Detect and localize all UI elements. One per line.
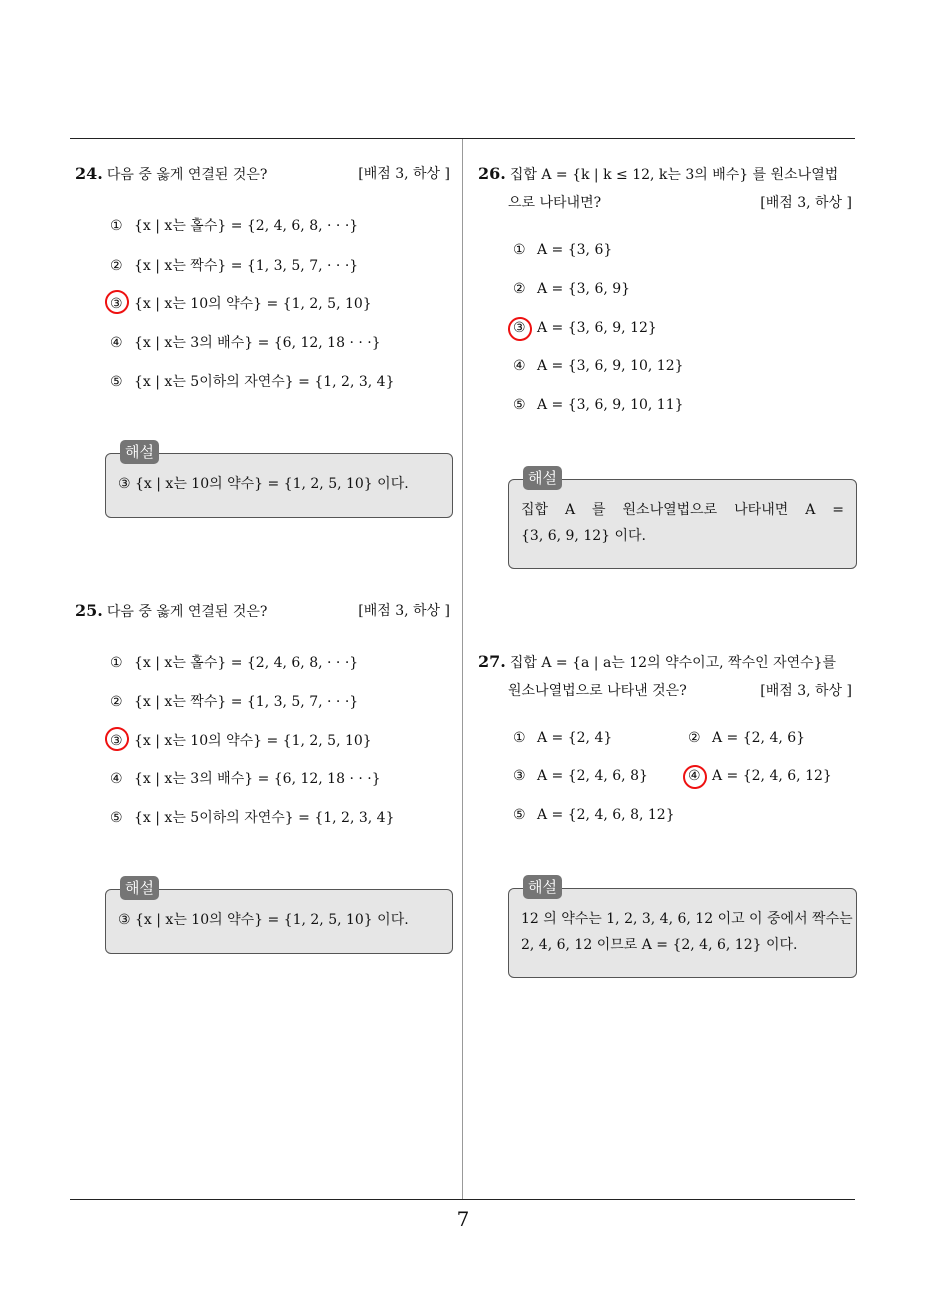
choice-text: {x | x는 3의 배수} = {6, 12, 18 · · ·} [134, 335, 381, 351]
choice-2[interactable] [110, 255, 358, 275]
choice-marker: ② [688, 730, 701, 746]
choice-4[interactable] [110, 768, 381, 788]
score-label: [배점 3, 하상 ] [358, 166, 450, 182]
bottom-rule [70, 1199, 855, 1200]
question-number: 24. [75, 164, 103, 183]
choice-marker: ④ [688, 768, 701, 784]
choice-text: A = {3, 6} [537, 242, 613, 258]
choice-4[interactable] [513, 358, 684, 374]
choice-marker: ① [513, 242, 526, 258]
choice-text: {x | x는 홀수} = {2, 4, 6, 8, · · ·} [134, 218, 359, 234]
choice-marker: ⑤ [513, 397, 526, 413]
choice-marker: ⑤ [513, 807, 526, 823]
choice-text: A = {3, 6, 9, 10, 12} [537, 358, 684, 374]
choice-marker: ④ [513, 358, 526, 374]
choice-2[interactable] [110, 691, 358, 711]
question-24 [75, 160, 450, 189]
choice-text: A = {2, 4, 6, 12} [712, 768, 832, 784]
choice-2[interactable] [688, 730, 805, 746]
solution-label: 해설 [523, 875, 562, 899]
solution-text-line-2: 2, 4, 6, 12 이므로 A = {2, 4, 6, 12} 이다. [521, 937, 798, 953]
solution-box [508, 469, 857, 569]
choice-marker: ③ [513, 768, 526, 784]
solution-label: 해설 [523, 466, 562, 490]
choice-marker: ③ [110, 733, 123, 749]
solution-text-line-2: {3, 6, 9, 12} 이다. [521, 528, 647, 544]
choice-marker: ① [513, 730, 526, 746]
choice-5[interactable] [110, 807, 394, 827]
choice-marker: ③ [513, 320, 526, 336]
choice-3[interactable] [513, 768, 648, 784]
choice-1[interactable] [513, 730, 612, 746]
choice-marker: ③ [110, 296, 123, 312]
question-26 [478, 160, 856, 217]
choice-text: {x | x는 홀수} = {2, 4, 6, 8, · · ·} [134, 655, 359, 671]
solution-text: ③ {x | x는 10의 약수} = {1, 2, 5, 10} 이다. [118, 912, 409, 928]
choice-text: A = {2, 4, 6, 8} [537, 768, 648, 784]
choice-marker: ⑤ [110, 810, 123, 826]
choice-marker: ① [110, 655, 123, 671]
choice-marker: ① [110, 218, 123, 234]
choice-text: A = {3, 6, 9} [537, 281, 631, 297]
choice-text: {x | x는 10의 약수} = {1, 2, 5, 10} [134, 733, 372, 749]
choice-4[interactable] [110, 332, 381, 352]
choice-text: {x | x는 10의 약수} = {1, 2, 5, 10} [134, 296, 372, 312]
choice-1[interactable] [513, 242, 612, 258]
choice-text: {x | x는 5이하의 자연수} = {1, 2, 3, 4} [134, 374, 395, 390]
question-text: 다음 중 옳게 연결된 것은? [106, 604, 268, 620]
question-24-header [75, 160, 450, 189]
question-text-line-1: 집합 A = {a | a는 12의 약수이고, 짝수인 자연수}를 [509, 655, 837, 671]
question-text-line-1: 집합 A = {k | k ≤ 12, k는 3의 배수} 를 원소나열법 [509, 167, 839, 183]
question-25 [75, 597, 450, 626]
choice-1[interactable] [110, 652, 358, 672]
question-26-header [478, 160, 856, 189]
question-text-line-2: 으로 나타내면? [508, 195, 602, 211]
question-number: 25. [75, 601, 103, 620]
question-number: 26. [478, 164, 506, 183]
question-text: 다음 중 옳게 연결된 것은? [106, 167, 268, 183]
choice-text: A = {2, 4} [537, 730, 613, 746]
choice-marker: ② [513, 281, 526, 297]
choice-text: {x | x는 3의 배수} = {6, 12, 18 · · ·} [134, 771, 381, 787]
score-label: [배점 3, 하상 ] [760, 195, 852, 211]
choice-1[interactable] [110, 215, 358, 235]
solution-text-line-1: 12 의 약수는 1, 2, 3, 4, 6, 12 이고 이 중에서 짝수는 [521, 911, 853, 927]
choice-marker: ⑤ [110, 374, 123, 390]
choice-marker: ④ [110, 771, 123, 787]
question-27-line-2 [478, 677, 856, 705]
score-label: [배점 3, 하상 ] [760, 683, 852, 699]
choice-3[interactable] [110, 293, 372, 313]
choice-5[interactable] [513, 807, 675, 823]
choice-text: {x | x는 5이하의 자연수} = {1, 2, 3, 4} [134, 810, 395, 826]
choice-3[interactable] [110, 730, 372, 750]
choice-text: A = {3, 6, 9, 10, 11} [537, 397, 684, 413]
column-divider [462, 139, 463, 1200]
choice-4[interactable] [688, 768, 832, 784]
choice-5[interactable] [110, 371, 394, 391]
page-number: 7 [456, 1207, 470, 1231]
choice-marker: ② [110, 258, 123, 274]
question-27 [478, 648, 856, 705]
choice-marker: ② [110, 694, 123, 710]
solution-box [105, 443, 453, 518]
question-number: 27. [478, 652, 506, 671]
question-text-line-2: 원소나열법으로 나타낸 것은? [508, 683, 687, 699]
choice-text: A = {2, 4, 6, 8, 12} [537, 807, 675, 823]
choice-3[interactable] [513, 320, 657, 336]
solution-text: ③ {x | x는 10의 약수} = {1, 2, 5, 10} 이다. [118, 476, 409, 492]
choice-text: {x | x는 짝수} = {1, 3, 5, 7, · · ·} [134, 694, 359, 710]
choice-text: {x | x는 짝수} = {1, 3, 5, 7, · · ·} [134, 258, 359, 274]
choice-5[interactable] [513, 397, 684, 413]
choice-text: A = {3, 6, 9, 12} [537, 320, 657, 336]
choice-marker: ④ [110, 335, 123, 351]
score-label: [배점 3, 하상 ] [358, 603, 450, 619]
solution-box [508, 878, 857, 978]
question-25-header [75, 597, 450, 626]
choice-2[interactable] [513, 281, 630, 297]
solution-box [105, 879, 453, 954]
question-26-line-2 [478, 189, 856, 217]
solution-label: 해설 [120, 876, 159, 900]
solution-label: 해설 [120, 440, 159, 464]
choice-text: A = {2, 4, 6} [712, 730, 806, 746]
solution-text-line-1: 집합 A 를 원소나열법으로 나타내면 A = [521, 502, 844, 518]
question-27-header [478, 648, 856, 677]
